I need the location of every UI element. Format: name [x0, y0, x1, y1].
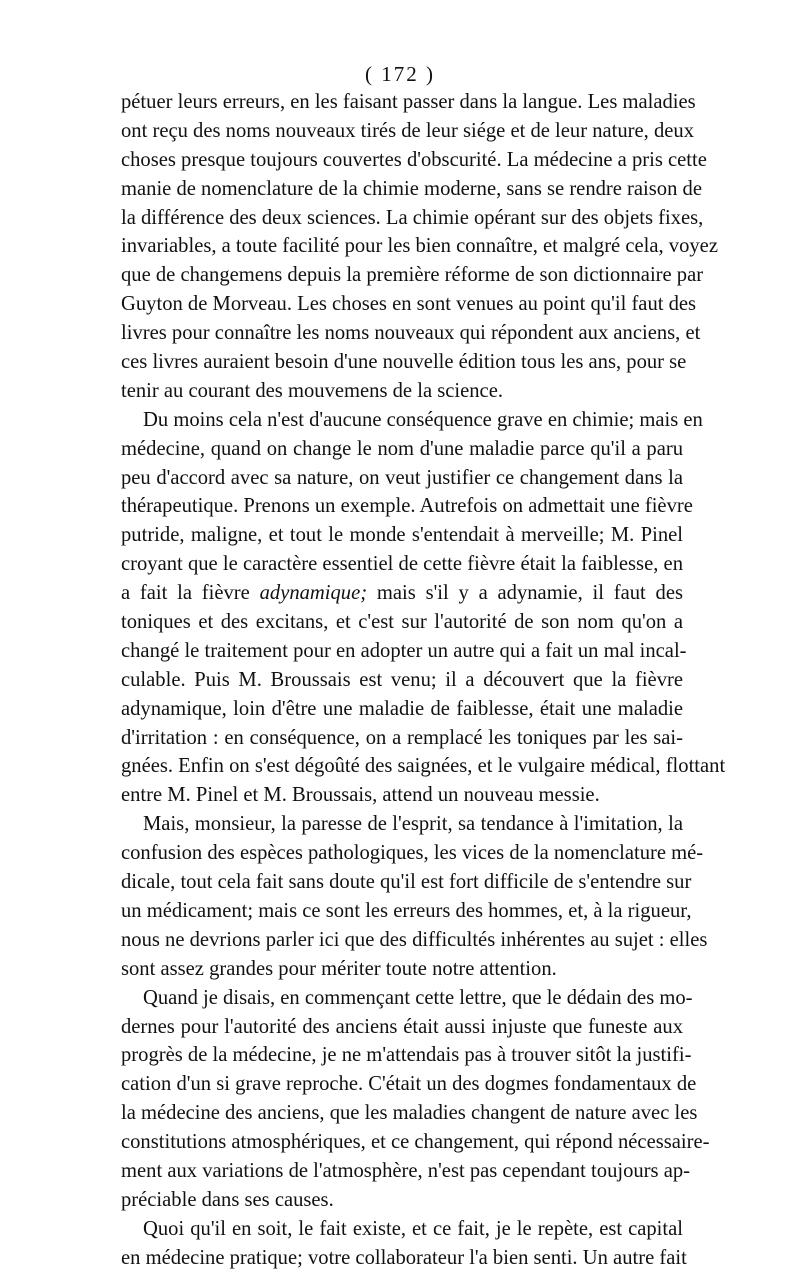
- text-line: ont reçu des noms nouveaux tirés de leur siége et de leur nature, deux: [121, 119, 694, 142]
- text-line: Guyton de Morveau. Les choses en sont venues au point qu'il faut des: [121, 293, 697, 316]
- text-line: putride, maligne, et tout le monde s'entendait à merveille; M. Pinel: [121, 524, 683, 547]
- text-line: livres pour connaître les noms nouveaux qui répondent aux anciens, et: [121, 322, 701, 345]
- text-line: en médecine pratique; votre collaborateur l'a bien senti. Un autre fait: [121, 1246, 687, 1269]
- text-line: constitutions atmosphériques, et ce changement, qui répond nécessaire-: [121, 1131, 710, 1154]
- text-line: Quoi qu'il en soit, le fait existe, et ce fait, je le repète, est capital: [143, 1217, 683, 1240]
- paragraph: [121, 406, 726, 810]
- text-line: ment aux variations de l'atmosphère, n'est pas cependant toujours ap-: [121, 1159, 691, 1182]
- text-line: Du moins cela n'est d'aucune conséquence grave en chimie; mais en: [143, 408, 703, 431]
- text-line: adynamique, loin d'être une maladie de faiblesse, était une maladie: [121, 697, 683, 720]
- text-line: dicale, tout cela fait sans doute qu'il est fort difficile de s'entendre sur: [121, 871, 692, 894]
- text-line: changé le traitement pour en adopter un autre qui a fait un mal incal-: [121, 639, 687, 662]
- text-line: Quand je disais, en commençant cette lettre, que le dédain des mo-: [143, 986, 693, 1009]
- text-line: dernes pour l'autorité des anciens était aussi injuste que funeste aux: [121, 1015, 683, 1038]
- text-line: manie de nomenclature de la chimie moderne, sans se rendre raison de: [121, 177, 702, 200]
- text-line: progrès de la médecine, je ne m'attendais pas à trouver sitôt la justifi-: [121, 1044, 692, 1067]
- page-number: ( 172 ): [365, 62, 435, 86]
- text-line: la différence des deux sciences. La chimie opérant sur des objets fixes,: [121, 206, 704, 229]
- text-line: a fait la fièvre adynamique; mais s'il y a adynamie, il faut des: [121, 582, 683, 605]
- text-line: médecine, quand on change le nom d'une maladie parce qu'il a paru: [121, 437, 683, 460]
- text-line: choses presque toujours couvertes d'obscurité. La médecine a pris cette: [121, 148, 707, 171]
- text-line: croyant que le caractère essentiel de cette fièvre était la faiblesse, en: [121, 553, 683, 576]
- text-line: la médecine des anciens, que les maladies changent de nature avec les: [121, 1102, 698, 1125]
- text-line: que de changemens depuis la première réforme de son dictionnaire par: [121, 264, 704, 287]
- text-line: thérapeutique. Prenons un exemple. Autrefois on admettait une fièvre: [121, 495, 693, 518]
- text-line: entre M. Pinel et M. Broussais, attend un nouveau messie.: [121, 784, 600, 807]
- text-line: confusion des espèces pathologiques, les vices de la nomenclature mé-: [121, 842, 704, 865]
- text-line: tenir au courant des mouvemens de la science.: [121, 379, 503, 402]
- text-line: cation d'un si grave reproche. C'était un des dogmes fondamentaux de: [121, 1073, 697, 1096]
- text-line: un médicament; mais ce sont les erreurs des hommes, et, à la rigueur,: [121, 899, 692, 922]
- text-line: nous ne devrions parler ici que des difficultés inhérentes au sujet : elles: [121, 928, 708, 951]
- body-text: [121, 88, 726, 1273]
- text-line: gnées. Enfin on s'est dégoûté des saignées, et le vulgaire médical, flottant: [121, 755, 726, 778]
- italic-term: adynamique;: [259, 582, 368, 605]
- paragraph: [121, 984, 710, 1215]
- text-line: d'irritation : en conséquence, on a remplacé les toniques par les sai-: [121, 726, 683, 749]
- text-line: invariables, a toute facilité pour les bien connaître, et malgré cela, voyez: [121, 235, 718, 258]
- text-line: préciable dans ses causes.: [121, 1188, 334, 1211]
- text-line: toniques et des excitans, et c'est sur l'autorité de son nom qu'on a: [121, 611, 683, 634]
- text-line: ces livres auraient besoin d'une nouvelle édition tous les ans, pour se: [121, 351, 687, 374]
- text-line: peu d'accord avec sa nature, on veut justifier ce changement dans la: [121, 466, 683, 489]
- paragraph: [121, 88, 718, 406]
- text-line: Mais, monsieur, la paresse de l'esprit, sa tendance à l'imitation, la: [143, 813, 683, 836]
- text-line: pétuer leurs erreurs, en les faisant passer dans la langue. Les maladies: [121, 91, 696, 113]
- paragraph: [121, 1215, 687, 1273]
- paragraph: [121, 810, 708, 983]
- text-line: culable. Puis M. Broussais est venu; il a découvert que la fièvre: [121, 668, 683, 691]
- text-line: sont assez grandes pour mériter toute notre attention.: [121, 957, 557, 980]
